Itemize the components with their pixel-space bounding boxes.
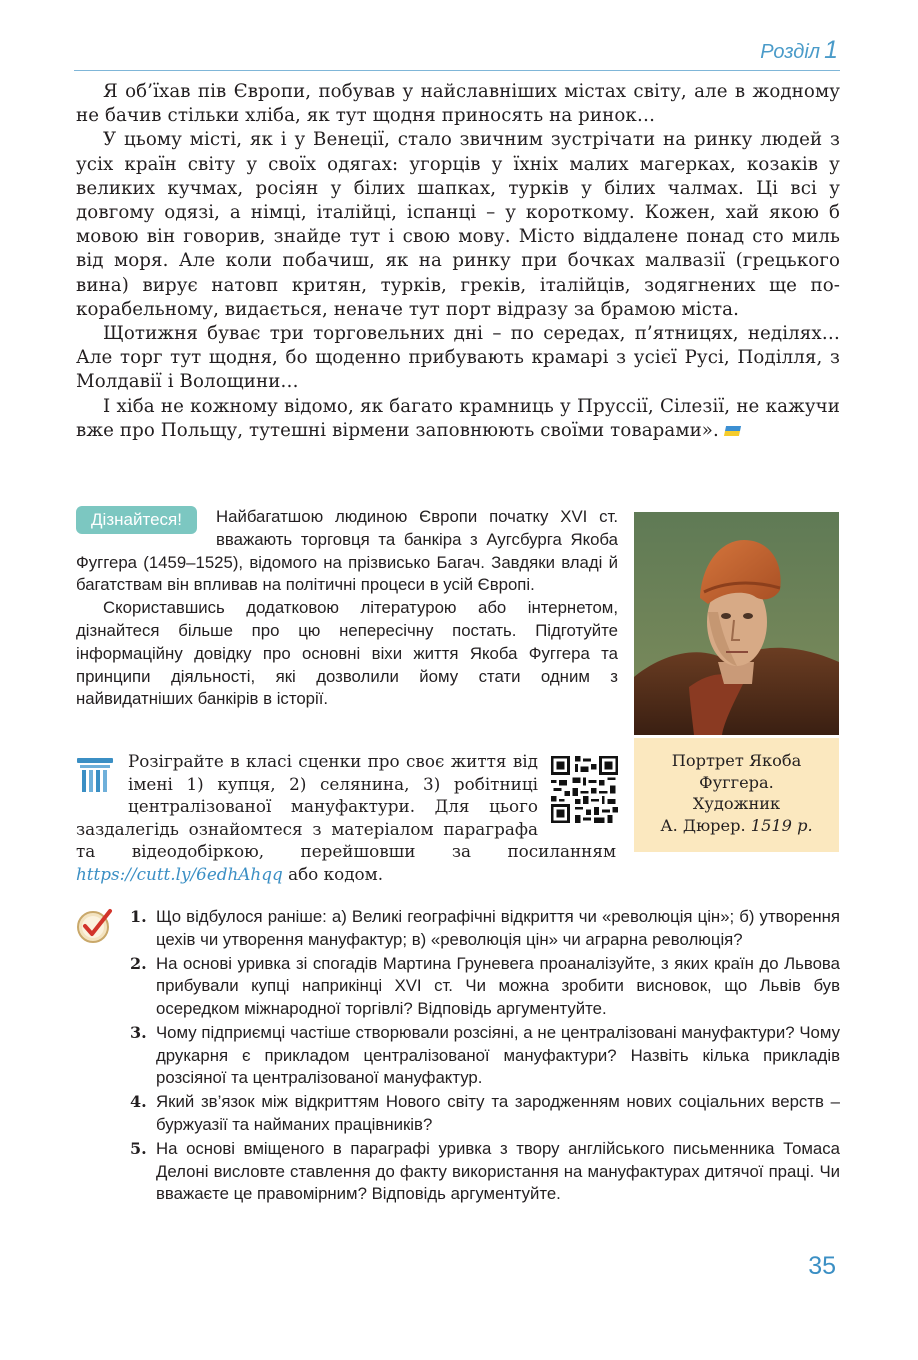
question-number: 2. xyxy=(130,953,147,973)
question-number: 1. xyxy=(130,907,147,926)
learn-paragraph-1 xyxy=(76,506,618,597)
jakob-fugger-portrait xyxy=(634,512,839,735)
caption-author: А. Дюрер. xyxy=(660,815,746,835)
caption-year: 1519 р. xyxy=(750,815,813,835)
section-number: 1 xyxy=(824,36,838,64)
caption-line: Фуггера. xyxy=(699,772,774,792)
question-item xyxy=(130,1091,840,1136)
caption-line xyxy=(634,815,839,837)
page-number: 35 xyxy=(808,1252,836,1280)
question-item xyxy=(130,1138,840,1206)
checkmark-icon xyxy=(75,906,113,944)
review-questions xyxy=(130,906,840,1207)
learn-paragraph-1-text: Найбагатшою людиною Європи початку XVI ст. вважають торговця та банкіра з Аугсбурга Якоба Фуггера (1459–1525), відомого на прізвисько Багач. Завдяки владі й багатствам він впливав на політичні процеси в усій Європі. xyxy=(76,507,618,595)
question-number: 3. xyxy=(130,1022,147,1042)
question-text: На основі уривка зі спогадів Мартина Груневега проаналізуйте, з яких країн до Львова прибували купці наприкінці XVI ст. Чи можна зробити висновок, що Львів був осередком міжнародної торгівлі? Відповідь аргументуйте. xyxy=(156,953,840,1018)
section-header xyxy=(760,36,838,65)
question-text: Що відбулося раніше: а) Великі географічні відкриття чи «революція цін»; б) утворення цехів чи утворення мануфактур; в) «революція цін» чи аграрна революція? xyxy=(156,907,840,949)
learn-more-block xyxy=(76,506,618,711)
portrait-caption xyxy=(634,738,839,852)
quote-paragraph: Щотижня буває три торговельних дні – по середах, п’ятницях, неділях… Але торг тут щодня, бо щоденно прибувають крамарі з усієї Русі, Поділля, з Молдавії і Волощини… xyxy=(76,323,840,393)
scene-task xyxy=(76,750,616,886)
question-number: 4. xyxy=(130,1092,147,1112)
qr-code-icon[interactable] xyxy=(551,756,618,823)
quote-paragraph-text: І хіба не кожному відомо, як багато крамниць у Пруссії, Сілезії, не кажучи вже про Польщу, тутешні вірмени заповнюють своїми товарами». xyxy=(76,395,840,441)
question-item xyxy=(130,1022,840,1090)
learn-more-badge: Дізнайтеся! xyxy=(76,506,197,534)
question-text: Чому підприємці частіше створювали розсіяні, а не централізовані мануфактури? Чому друкарня є прикладом централізованої мануфактури? Назвіть кілька прикладів розсіяної та централізованої мануфактур. xyxy=(156,1022,840,1088)
section-label: Розділ xyxy=(760,41,821,63)
header-divider xyxy=(74,70,840,71)
source-quote xyxy=(76,80,840,443)
scene-task-text-end: або кодом. xyxy=(288,863,384,884)
question-text: Який зв’язок між відкриттям Нового світу та зародженням нових соціальних верств – буржуазії та найманих працівників? xyxy=(156,1092,840,1134)
question-item xyxy=(130,906,840,951)
caption-line: Портрет Якоба xyxy=(671,751,802,770)
portrait-image xyxy=(634,512,839,735)
scene-task-text: Розіграйте в класі сценки про своє життя від імені 1) купця, 2) селянина, 3) робітниці централізованої мануфактури. Для цього заздалегідь ознайомтеся з матеріалом параграфа та відеодобіркою, перейшовши за посиланням xyxy=(76,751,616,862)
ukraine-flag-icon xyxy=(724,426,741,436)
quote-paragraph xyxy=(76,395,840,443)
question-item xyxy=(130,953,840,1021)
quote-paragraph: У цьому місті, як і у Венеції, стало звичним зустрічати на ринку людей з усіх країн світу у своїх одягах: угорців у їхніх малих магерках, козаків у великих кучмах, росіян у білих шапках, турків у білих чалмах. Ці всі у довгому одязі, а німці, італійці, іспанці – у короткому. Кожен, хай якою б мовою він говорив, знайде тут і свою мову. Місто віддалене понад сто миль від моря. Але коли побачиш, як на ринку при бочках малвазії (грецького вина) вирує натовп критян, турків, греків, італійців, зодягнених ще по-корабельному, видається, неначе тут порт відразу за брамою міста. xyxy=(76,129,840,320)
learn-paragraph-2: Скориставшись додатковою літературою або інтернетом, дізнайтеся більше про цю непересічну постать. Підготуйте інформаційну довідку про основні віхи життя Якоба Фуггера та принципи діяльності, які дозволили йому стати одним з найвидатніших банкірів в історії. xyxy=(76,598,618,709)
video-link[interactable]: https://cutt.ly/6edhAhqq xyxy=(76,863,283,884)
quote-paragraph: Я об’їхав пів Європи, побував у найславніших містах світу, але в жодному не бачив стільки хліба, як тут щодня приносять на ринок… xyxy=(76,81,840,127)
question-number: 5. xyxy=(130,1138,147,1158)
question-text: На основі вміщеного в параграфі уривка з твору англійського письменника Томаса Делоні висловте ставлення до факту використання на мануфактурах дитячої праці. Чи вважаєте це правомірним? Відповідь аргументуйте. xyxy=(156,1138,840,1204)
caption-line: Художник xyxy=(692,794,781,814)
